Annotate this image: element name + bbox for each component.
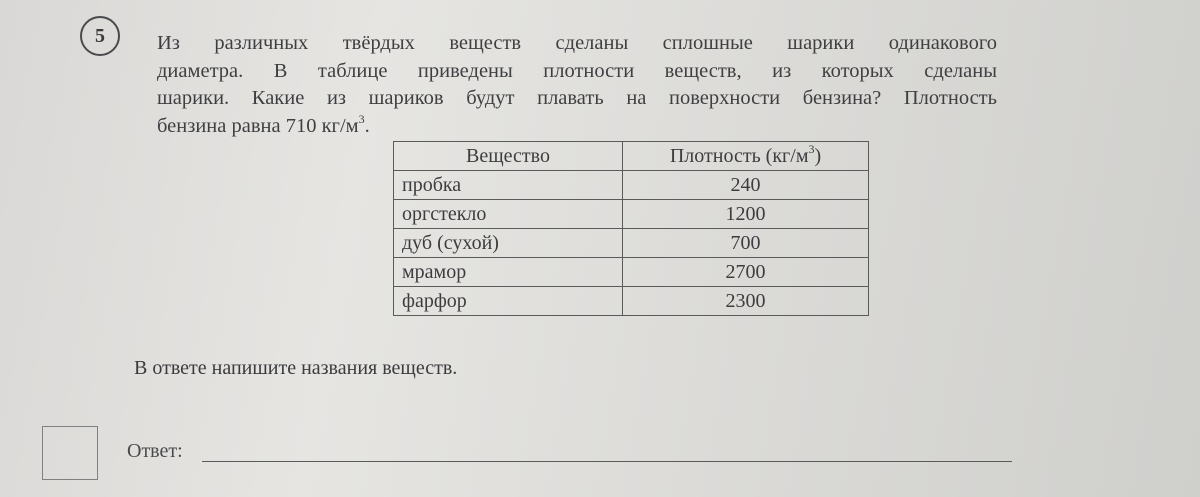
table-row	[394, 229, 869, 258]
table-row	[394, 258, 869, 287]
header-density-suffix: )	[814, 144, 822, 167]
cell-substance: пробка	[394, 171, 623, 200]
cell-density: 240	[623, 171, 869, 200]
problem-line-4-sup: 3	[358, 111, 365, 126]
cell-density: 1200	[623, 200, 869, 229]
problem-line-3: шарики. Какие из шариков будут плавать на поверхности бензина? Плотность	[157, 87, 997, 109]
cell-density: 2700	[623, 258, 869, 287]
problem-line-4	[157, 113, 997, 141]
header-substance: Вещество	[394, 142, 623, 171]
problem-line-4-text: бензина равна 710 кг/м	[157, 114, 359, 137]
header-density	[623, 142, 869, 171]
answer-instruction: В ответе напишите названия веществ.	[134, 357, 458, 379]
problem-line-1: Из различных твёрдых веществ сделаны сплошные шарики одинакового	[157, 32, 997, 54]
question-number-badge	[80, 16, 120, 56]
header-density-text: Плотность (кг/м	[669, 144, 809, 167]
problem-line-4-end: .	[364, 114, 370, 137]
problem-line-2: диаметра. В таблице приведены плотности веществ, из которых сделаны	[157, 59, 997, 82]
question-number: 5	[95, 24, 105, 47]
answer-label: Ответ:	[127, 440, 183, 462]
cell-substance: мрамор	[394, 258, 623, 287]
cell-density: 2300	[623, 287, 869, 316]
cell-substance: оргстекло	[394, 200, 623, 229]
answer-input-line[interactable]	[202, 461, 1012, 462]
cell-substance: фарфор	[394, 287, 623, 316]
cell-density: 700	[623, 229, 869, 258]
header-density-sup: 3	[808, 141, 815, 156]
cell-substance: дуб (сухой)	[394, 229, 623, 258]
table-header-row	[394, 142, 869, 171]
answer-checkbox[interactable]	[42, 426, 98, 480]
table-row	[394, 287, 869, 316]
table-row	[394, 200, 869, 229]
density-table	[393, 141, 869, 316]
table-row	[394, 171, 869, 200]
problem-statement	[157, 30, 997, 140]
